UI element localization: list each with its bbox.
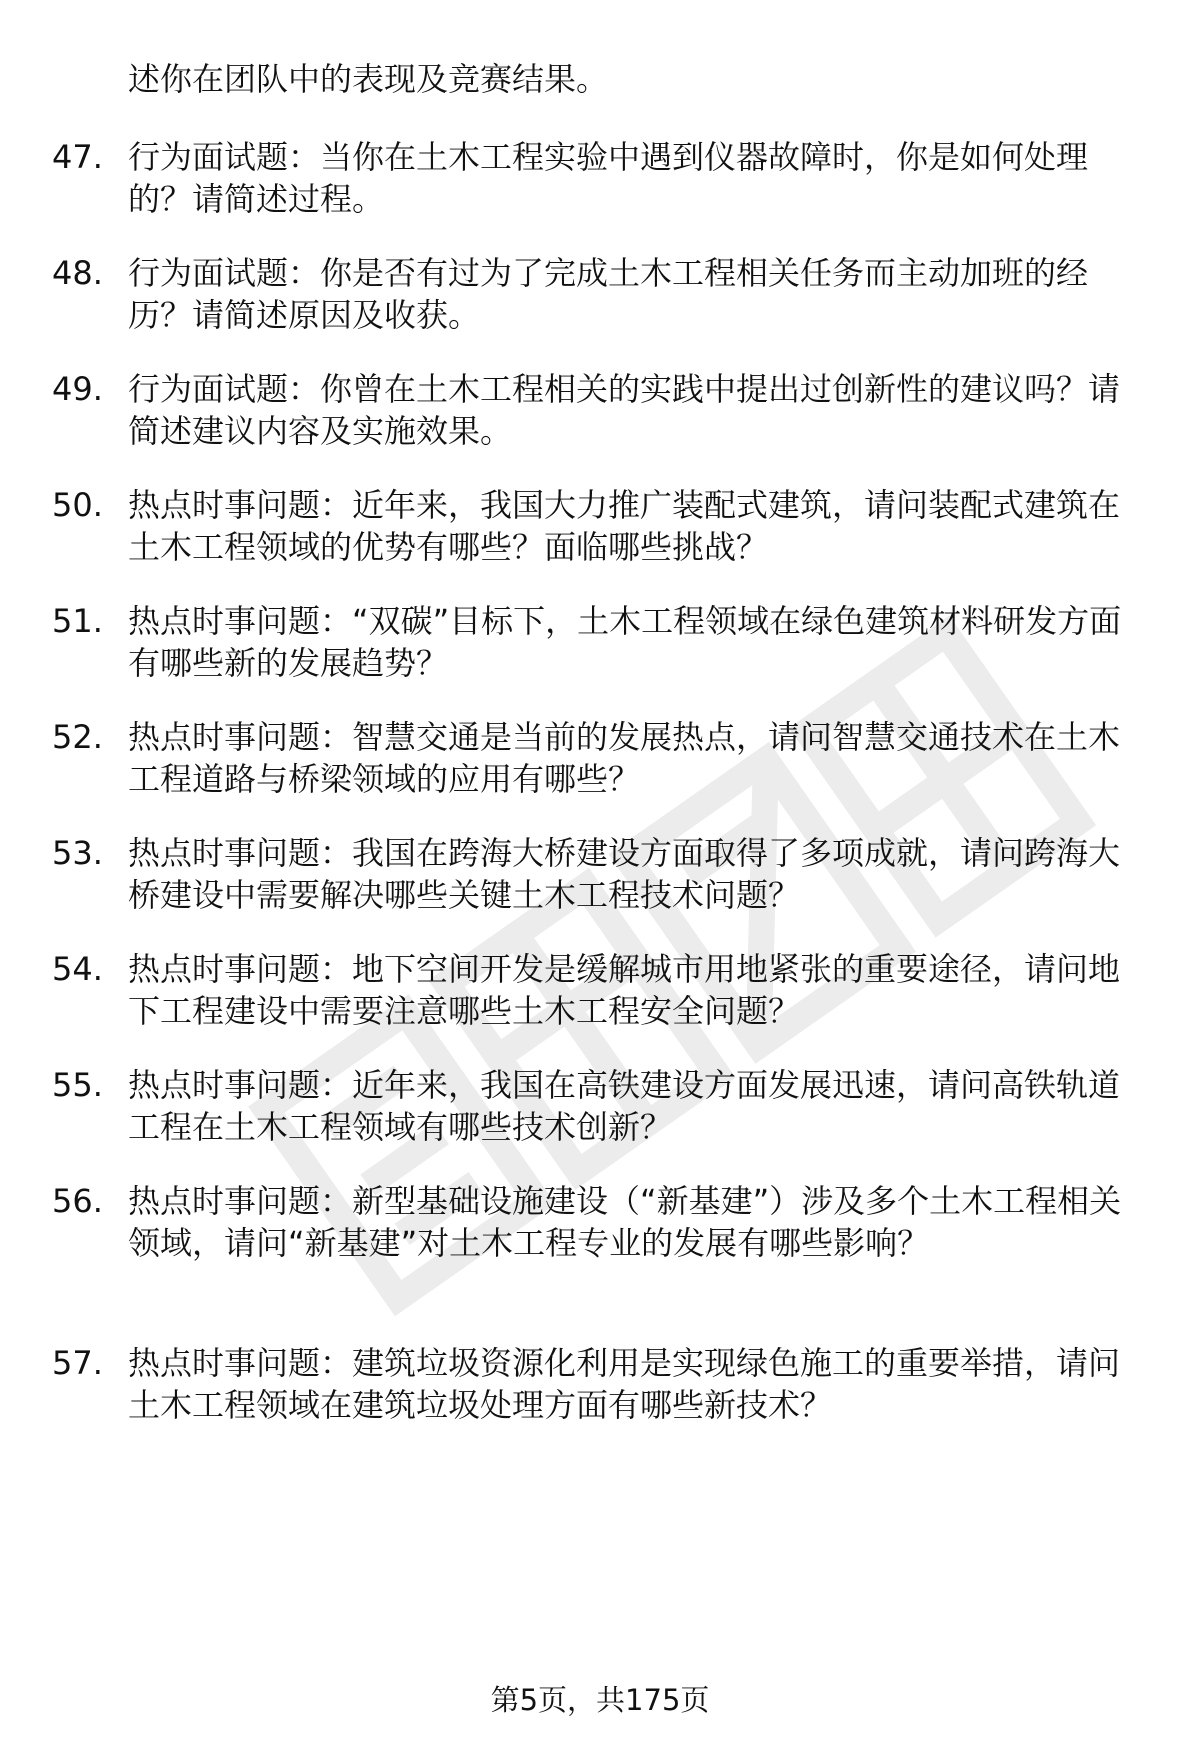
question-text: 热点时事问题：“双碳”目标下，土木工程领域在绿色建筑材料研发方面有哪些新的发展趋势？ (128, 602, 1122, 682)
question-number: 54. (52, 950, 103, 988)
question-number: 52. (52, 718, 103, 756)
page-footer: 第5页，共175页 (490, 1683, 710, 1717)
question-text: 行为面试题：当你在土木工程实验中遇到仪器故障时，你是如何处理的？请简述过程。 (128, 138, 1089, 218)
question-text: 热点时事问题：地下空间开发是缓解城市用地紧张的重要途径，请问地下工程建设中需要注意哪些土木工程安全问题？ (128, 950, 1121, 1030)
question-number: 50. (52, 486, 103, 524)
question-number: 47. (52, 138, 103, 176)
question-number: 56. (52, 1182, 103, 1220)
question-number: 49. (52, 370, 103, 408)
question-text: 热点时事问题：智慧交通是当前的发展热点，请问智慧交通技术在土木工程道路与桥梁领域的应用有哪些？ (128, 718, 1121, 798)
question-number: 53. (52, 834, 103, 872)
question-text: 热点时事问题：近年来，我国大力推广装配式建筑，请问装配式建筑在土木工程领域的优势有哪些？面临哪些挑战？ (128, 486, 1121, 566)
question-text: 行为面试题：你曾在土木工程相关的实践中提出过创新性的建议吗？请简述建议内容及实施效果。 (128, 370, 1121, 450)
question-number: 57. (52, 1344, 103, 1382)
question-text: 行为面试题：你是否有过为了完成土木工程相关任务而主动加班的经历？请简述原因及收获。 (128, 254, 1089, 334)
continuation-text: 述你在团队中的表现及竞赛结果。 (128, 60, 609, 98)
question-text: 热点时事问题：新型基础设施建设（“新基建”）涉及多个土木工程相关领域，请问“新基建”对土木工程专业的发展有哪些影响？ (128, 1182, 1122, 1262)
question-number: 51. (52, 602, 103, 640)
question-text: 热点时事问题：我国在跨海大桥建设方面取得了多项成就，请问跨海大桥建设中需要解决哪些关键土木工程技术问题？ (128, 834, 1121, 914)
question-number: 55. (52, 1066, 103, 1104)
question-text: 热点时事问题：建筑垃圾资源化利用是实现绿色施工的重要举措，请问土木工程领域在建筑垃圾处理方面有哪些新技术？ (128, 1344, 1121, 1424)
question-number: 48. (52, 254, 103, 292)
question-text: 热点时事问题：近年来，我国在高铁建设方面发展迅速，请问高铁轨道工程在土木工程领域有哪些技术创新？ (128, 1066, 1121, 1146)
